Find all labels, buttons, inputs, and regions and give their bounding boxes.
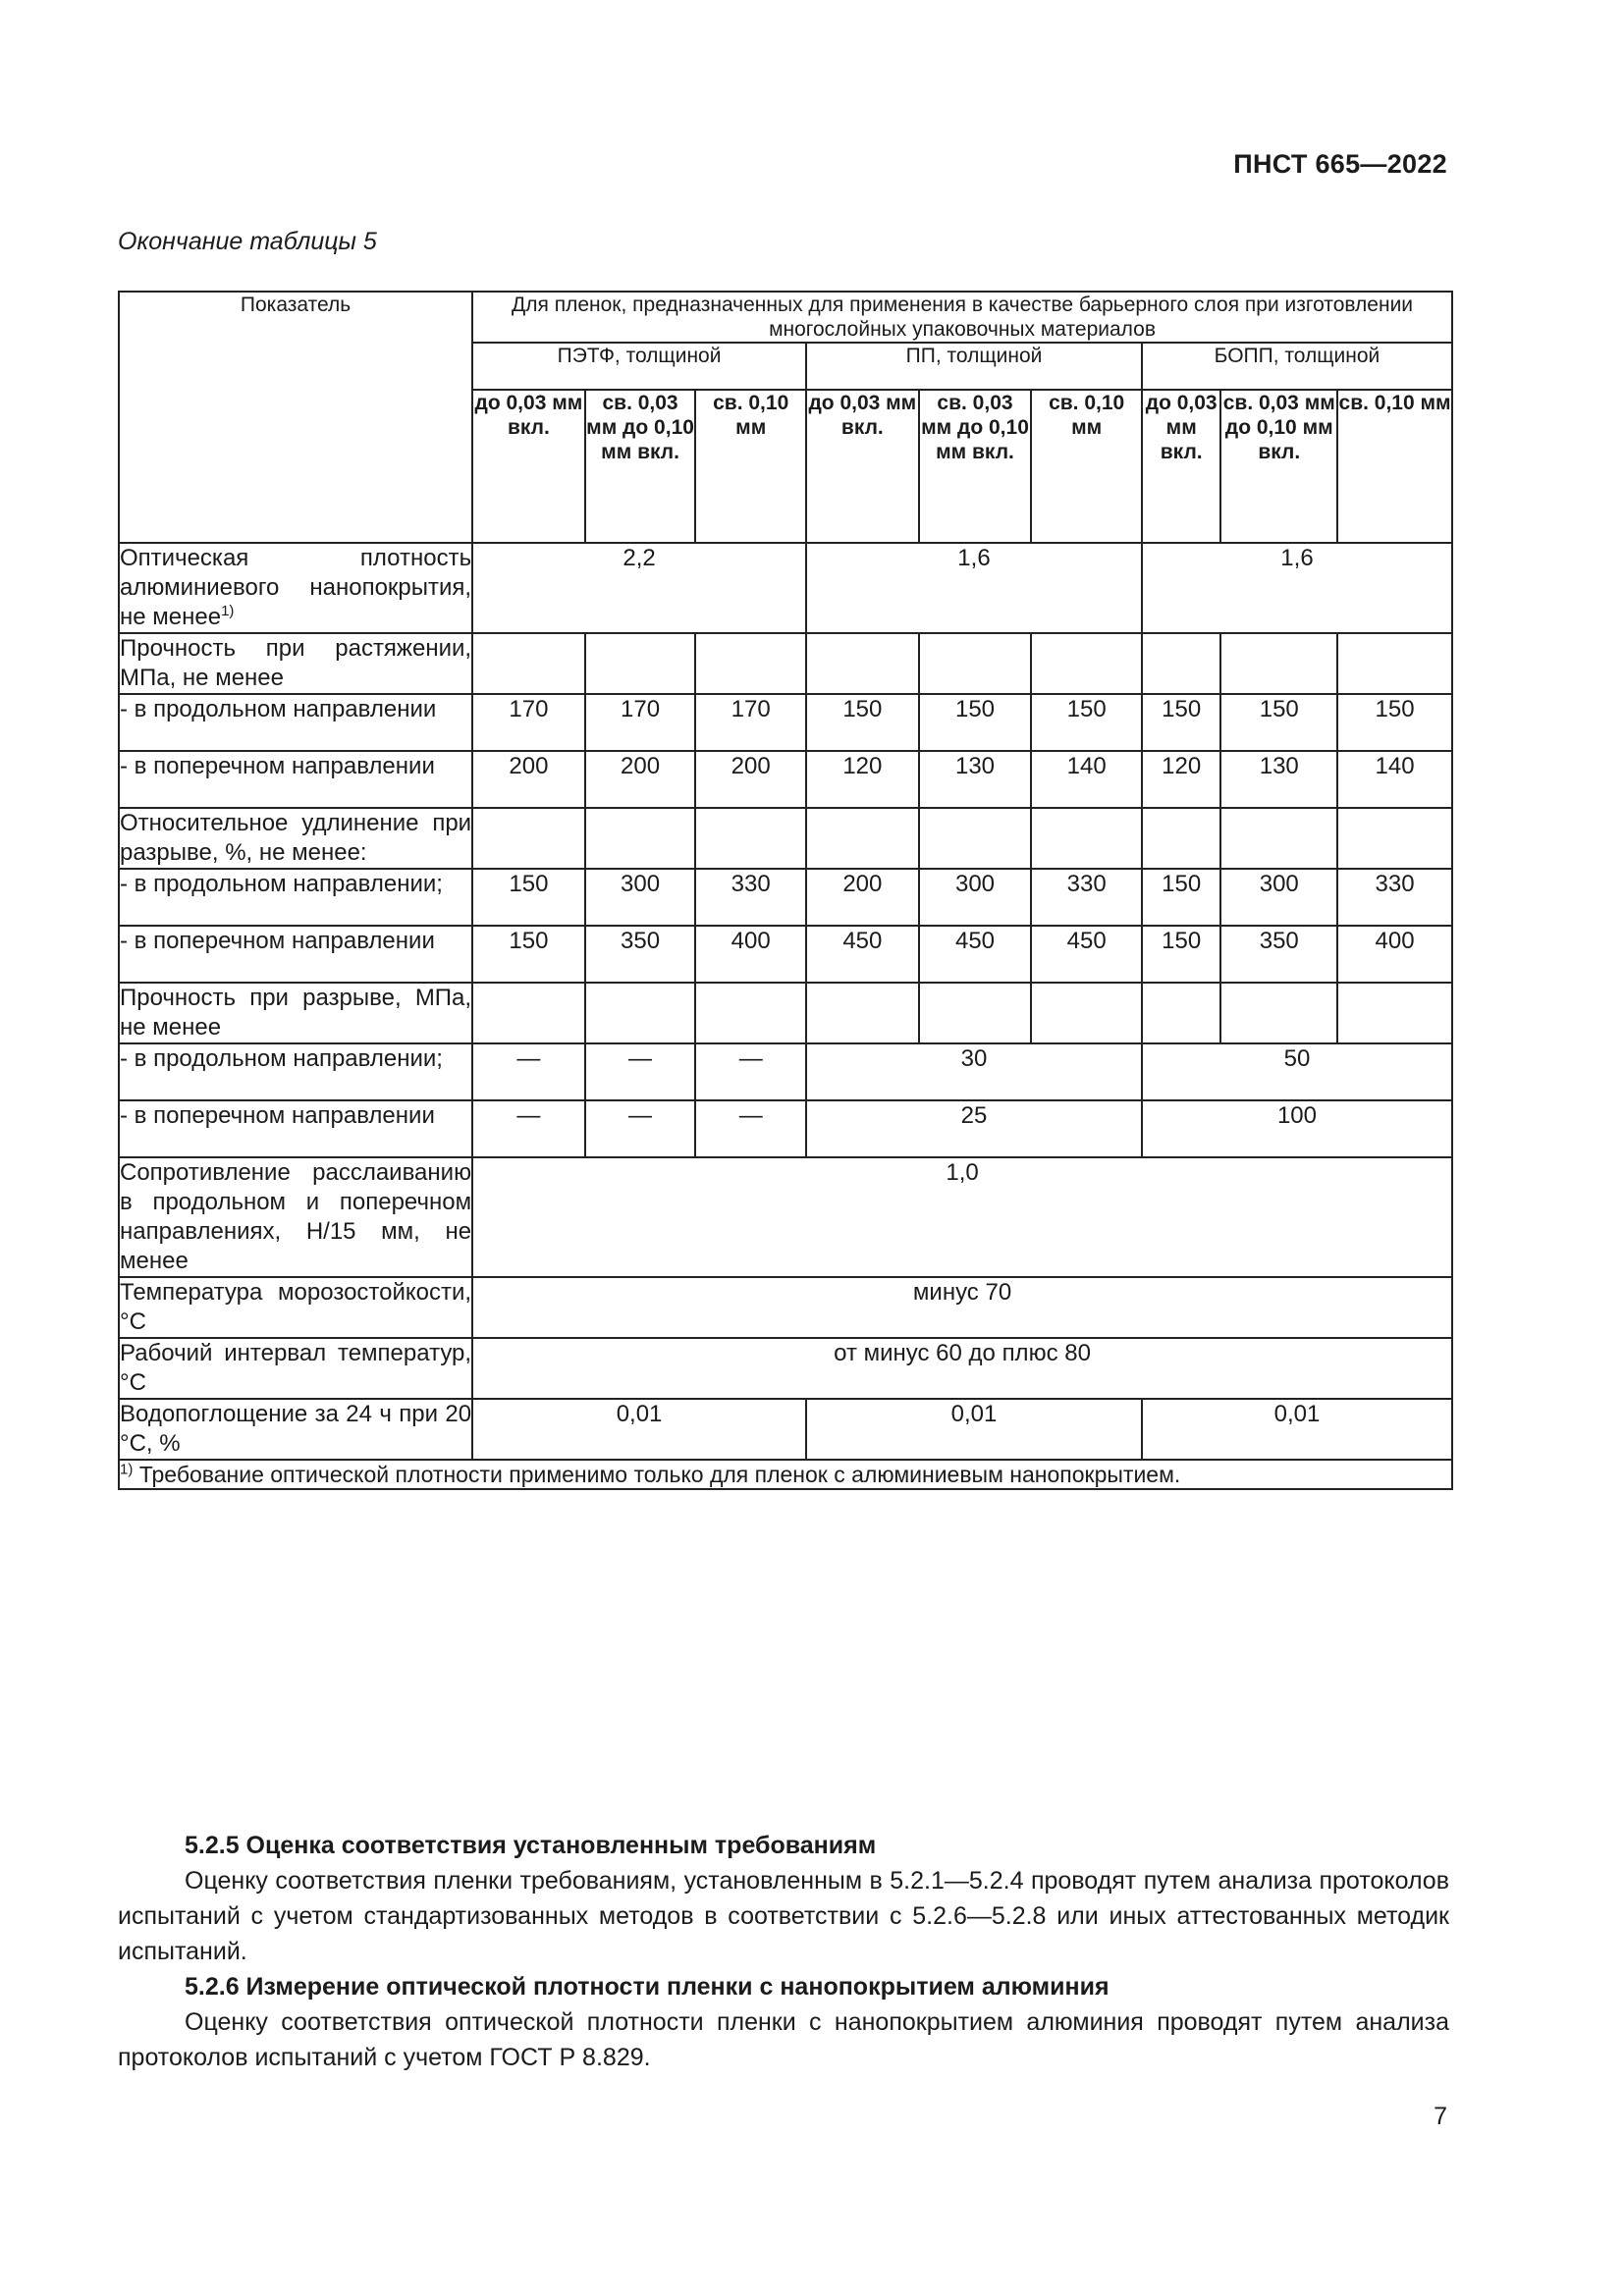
value-cell: 50: [1142, 1043, 1452, 1100]
value-cell: 450: [1031, 926, 1142, 983]
table-row: [119, 1100, 1452, 1157]
table-row: [119, 869, 1452, 926]
value-cell: 150: [1142, 869, 1220, 926]
value-cell: —: [472, 1043, 585, 1100]
value-cell: 200: [472, 751, 585, 808]
value-cell: 200: [695, 751, 806, 808]
material-header-pp: ПП, толщиной: [806, 343, 1142, 390]
footnote-ref: 1): [221, 603, 235, 619]
row-label-text: Оптическая плотность алюминиевого нанопокрытия, не менее: [120, 545, 472, 630]
value-cell: 400: [1337, 926, 1452, 983]
table-row: [119, 983, 1452, 1043]
footnote-text: Требование оптической плотности применимо только для пленок с алюминиевым нанопокрытием.: [138, 1462, 1181, 1487]
value-cell: —: [585, 1100, 696, 1157]
table-row: [119, 543, 1452, 633]
footnote: [119, 1460, 1452, 1489]
value-cell: 170: [585, 694, 696, 751]
row-label: Прочность при разрыве, МПа, не менее: [119, 983, 472, 1043]
row-label: - в поперечном направлении: [119, 1100, 472, 1157]
row-label: - в продольном направлении;: [119, 1043, 472, 1100]
value-cell: 200: [806, 869, 919, 926]
row-label: Водопоглощение за 24 ч при 20 °С, %: [119, 1399, 472, 1460]
value-cell: —: [695, 1043, 806, 1100]
row-label: [119, 543, 472, 633]
table-caption: Окончание таблицы 5: [118, 228, 377, 255]
value-cell: 120: [1142, 751, 1220, 808]
material-header-bopp: БОПП, толщиной: [1142, 343, 1452, 390]
section-heading: 5.2.6 Измерение оптической плотности пленки с нанопокрытием алюминия: [185, 1973, 1110, 2001]
value-cell: 350: [1220, 926, 1337, 983]
value-cell: 450: [919, 926, 1032, 983]
value-cell: 450: [806, 926, 919, 983]
value-cell: 150: [1031, 694, 1142, 751]
value-cell: 350: [585, 926, 696, 983]
table-row: [119, 1399, 1452, 1460]
thickness-mid: св. 0,03 мм до 0,10 мм вкл.: [1220, 390, 1337, 543]
section-paragraph: Оценку соответствия оптической плотности пленки с нанопокрытием алюминия проводят путем анализа протоколов испытаний с учетом ГОСТ Р 8.829.: [118, 2008, 1449, 2071]
thickness-mid: св. 0,03 мм до 0,10 мм вкл.: [585, 390, 696, 543]
table-row: [119, 633, 1452, 694]
thickness-over: св. 0,10 мм: [695, 390, 806, 543]
value-cell: 140: [1337, 751, 1452, 808]
value-cell: 0,01: [1142, 1399, 1452, 1460]
value-cell: 150: [1220, 694, 1337, 751]
value-cell: 1,6: [1142, 543, 1452, 633]
document-code: ПНСТ 665—2022: [1233, 149, 1447, 179]
thickness-over: св. 0,10 мм: [1031, 390, 1142, 543]
value-cell: 150: [1142, 926, 1220, 983]
section-5-2-6: [118, 1969, 1449, 2075]
table-row: [119, 808, 1452, 869]
value-cell: 330: [695, 869, 806, 926]
value-cell: 150: [806, 694, 919, 751]
section-paragraph: Оценку соответствия пленки требованиям, установленным в 5.2.1—5.2.4 проводят путем анализа протоколов испытаний с учетом стандартизованных методов в соответствии с 5.2.6—5.2.8 или иных аттестованных методик испытаний.: [118, 1867, 1449, 1965]
value-cell: —: [585, 1043, 696, 1100]
row-label: Рабочий интервал температур, °С: [119, 1338, 472, 1399]
value-cell: 150: [472, 869, 585, 926]
value-cell: 150: [472, 926, 585, 983]
value-cell: 330: [1337, 869, 1452, 926]
thickness-upto: до 0,03 мм вкл.: [1142, 390, 1220, 543]
page-number: 7: [1434, 2103, 1447, 2130]
value-cell: 200: [585, 751, 696, 808]
section-heading: 5.2.5 Оценка соответствия установленным требованиям: [185, 1832, 877, 1859]
value-cell: от минус 60 до плюс 80: [472, 1338, 1452, 1399]
value-cell: 100: [1142, 1100, 1452, 1157]
thickness-over: св. 0,10 мм: [1337, 390, 1452, 543]
value-cell: —: [472, 1100, 585, 1157]
value-cell: 150: [919, 694, 1032, 751]
value-cell: 2,2: [472, 543, 806, 633]
row-label: Прочность при растяжении, МПа, не менее: [119, 633, 472, 694]
row-label: Сопротивление расслаиванию в продольном и поперечном направлениях, Н/15 мм, не менее: [119, 1157, 472, 1277]
value-cell: 0,01: [472, 1399, 806, 1460]
value-cell: 130: [919, 751, 1032, 808]
footnote-row: [119, 1460, 1452, 1489]
value-cell: 300: [919, 869, 1032, 926]
value-cell: 150: [1142, 694, 1220, 751]
group-header: Для пленок, предназначенных для применения в качестве барьерного слоя при изготовлении многослойных упаковочных материалов: [472, 292, 1452, 343]
value-cell: 1,6: [806, 543, 1142, 633]
section-5-2-5: [118, 1828, 1449, 1969]
value-cell: минус 70: [472, 1277, 1452, 1338]
value-cell: 0,01: [806, 1399, 1142, 1460]
table-row: [119, 926, 1452, 983]
table-row: [119, 1338, 1452, 1399]
thickness-mid: св. 0,03 мм до 0,10 мм вкл.: [919, 390, 1032, 543]
thickness-upto: до 0,03 мм вкл.: [806, 390, 919, 543]
value-cell: 30: [806, 1043, 1142, 1100]
value-cell: 300: [585, 869, 696, 926]
value-cell: 1,0: [472, 1157, 1452, 1277]
row-label: - в поперечном направлении: [119, 926, 472, 983]
footnote-mark: 1): [120, 1461, 134, 1478]
row-label: - в продольном направлении;: [119, 869, 472, 926]
row-label: Температура морозостойкости, °С: [119, 1277, 472, 1338]
indicator-header: Показатель: [119, 292, 472, 543]
value-cell: 300: [1220, 869, 1337, 926]
table-row: [119, 1277, 1452, 1338]
table-row: [119, 751, 1452, 808]
row-label: - в поперечном направлении: [119, 751, 472, 808]
row-label: Относительное удлинение при разрыве, %, не менее:: [119, 808, 472, 869]
value-cell: —: [695, 1100, 806, 1157]
value-cell: 150: [1337, 694, 1452, 751]
table-row: [119, 1157, 1452, 1277]
material-header-petf: ПЭТФ, толщиной: [472, 343, 806, 390]
value-cell: 330: [1031, 869, 1142, 926]
row-label: - в продольном направлении: [119, 694, 472, 751]
table-row: [119, 694, 1452, 751]
thickness-upto: до 0,03 мм вкл.: [472, 390, 585, 543]
value-cell: 25: [806, 1100, 1142, 1157]
value-cell: 130: [1220, 751, 1337, 808]
value-cell: 170: [472, 694, 585, 751]
value-cell: 400: [695, 926, 806, 983]
table-row: [119, 1043, 1452, 1100]
properties-table: [118, 291, 1453, 1490]
value-cell: 120: [806, 751, 919, 808]
value-cell: 170: [695, 694, 806, 751]
value-cell: 140: [1031, 751, 1142, 808]
